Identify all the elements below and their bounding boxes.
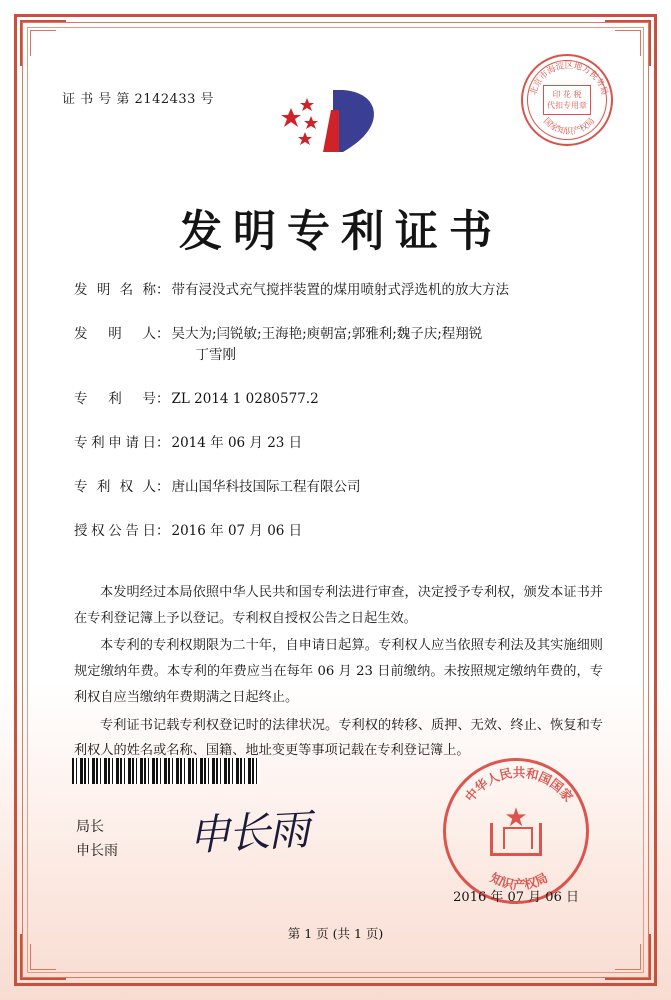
national-seal [443, 758, 589, 904]
body-text [74, 580, 603, 766]
seal-date: 2016 年 07 月 06 日 [453, 890, 579, 905]
field-separator: ： [156, 434, 170, 451]
field-value [170, 324, 608, 366]
field-row-grant-date [74, 521, 607, 542]
page-footer: 第 1 页 (共 1 页) [287, 926, 384, 941]
director-name-label: 申长雨 [76, 842, 118, 859]
field-row-patent-number [74, 389, 607, 410]
field-value: 带有浸没式充气搅拌装置的煤用喷射式浮选机的放大方法 [171, 282, 509, 298]
seal-inner-text [543, 85, 591, 115]
seal-inner-line1: 印 花 税 [552, 90, 582, 99]
field-label: 发 明 名 称 [74, 282, 156, 298]
field-label: 发 明 人 [74, 325, 156, 342]
tax-stamp-seal [521, 54, 613, 146]
seal-emblem-icon [490, 823, 542, 856]
field-label: 专 利 号 [74, 390, 156, 407]
field-list [74, 280, 607, 564]
page-title: 发明专利证书 [179, 207, 503, 257]
field-separator: ： [156, 522, 170, 539]
body-paragraph-3: 专利证书记载专利权登记时的法律状况。专利权的转移、质押、无效、终止、恢复和专利权人的姓名或名称、国籍、地址变更等事项记载在专利登记簿上。 [74, 717, 603, 759]
field-value: 2016 年 07 月 06 日 [171, 522, 303, 539]
field-separator: ： [156, 390, 170, 407]
seal-inner-line2: 代扣专用章 [547, 101, 587, 110]
body-paragraph-1: 本发明经过本局依照中华人民共和国专利法进行审查，决定授予专利权，颁发本证书并在专利登记簿上予以登记。专利权自授权公告之日起生效。 [74, 585, 603, 626]
field-separator: ： [156, 282, 170, 298]
body-paragraph-2: 本专利的专利权期限为二十年，自申请日起算。专利权人应当依照专利法及其实施细则规定缴纳年费。本专利的年费应当在每年 06 月 23 日前缴纳。未按照规定缴纳年费的，专利权自应当缴纳年费期满之日起终止。 [74, 638, 603, 705]
national-seal-bottom-label: 知识产权局 [487, 869, 551, 892]
field-value: 唐山国华科技国际工程有限公司 [171, 478, 361, 495]
field-value: 2014 年 06 月 23 日 [171, 434, 303, 451]
field-row-inventors [74, 324, 607, 366]
field-label: 专 利 权 人 [74, 478, 156, 495]
seal-star-icon: ★ [504, 803, 528, 833]
field-separator: ： [156, 325, 170, 342]
certificate-number: 证 书 号 第 2142433 号 [62, 92, 215, 107]
field-row-patentee [74, 477, 607, 498]
handwritten-signature: 申长雨 [186, 804, 310, 861]
field-value: ZL 2014 1 0280577.2 [171, 390, 319, 407]
inventors-line2: 丁雪刚 [195, 346, 236, 363]
seal-bottom-arc-label: 国家知识产权局 [540, 116, 598, 137]
signature-block [76, 816, 118, 864]
field-row-invention-name [74, 280, 607, 301]
field-label: 专利申请日 [74, 434, 156, 451]
patent-office-logo-icon [271, 80, 401, 160]
inventors-line1: 吴大为;闫锐敏;王海艳;庾朝富;郭雅利;魏子庆;程翔锐 [171, 325, 483, 342]
national-seal-top-label: 中华人民共和国国家 [461, 765, 577, 805]
field-label: 授权公告日 [74, 522, 156, 539]
seal-top-arc-label: 北京市海淀区地方税务局 [528, 61, 610, 97]
field-separator: ： [156, 478, 170, 495]
field-row-application-date [74, 433, 607, 454]
director-title-label: 局长 [76, 819, 104, 835]
certificate-barcode [72, 758, 260, 784]
